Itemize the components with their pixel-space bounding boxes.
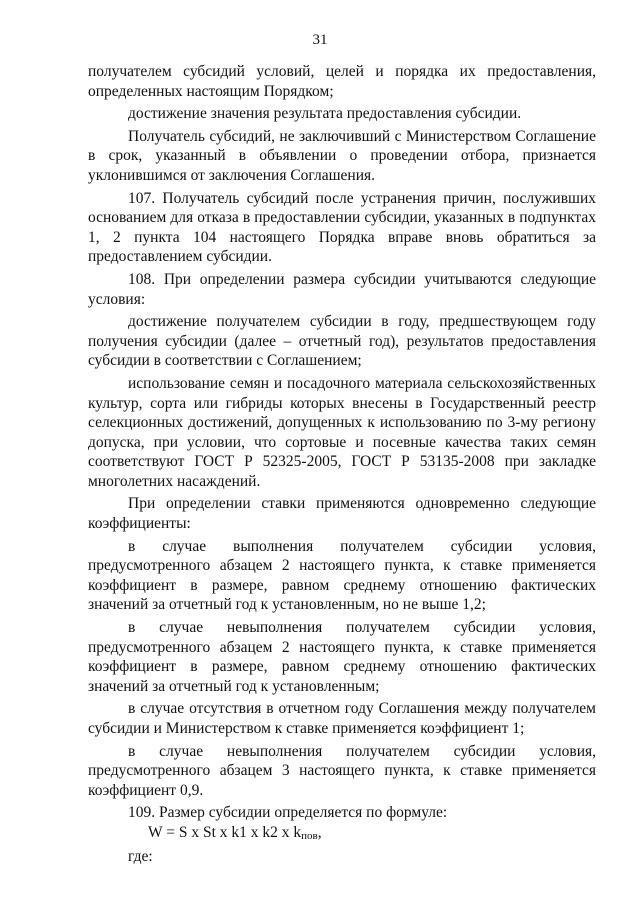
paragraph: 107. Получатель субсидий после устранения причин, послуживших основанием для отказа в предоставлении субсидии, указанных в подпунктах 1, 2 пункта 104 настоящего Порядка вправе вновь обратиться за предоставлением субсидии. [88, 189, 596, 266]
paragraph: получателем субсидий условий, целей и порядка их предоставления, определенных настоящим Порядком; [88, 63, 596, 100]
page-number: 31 [312, 32, 328, 48]
where-label: где: [128, 847, 153, 865]
paragraph: 109. Размер субсидии определяется по формуле: [128, 804, 448, 822]
paragraph: в случае выполнения получателем субсидии условия, предусмотренного абзацем 2 настоящего пункта, к ставке применяется коэффициент в размере, равном среднему отношению фактических значений за отчетный год к установленным, но не выше 1,2; [88, 537, 596, 614]
paragraph: использование семян и посадочного материала сельскохозяйственных культур, сорта или гибриды которых внесены в Государственный реестр селекционных достижений, допущенных к использованию по 3-му региону допуска, при условии, что сортовые и посевные качества таких семян соответствуют ГОСТ Р 52325-2005, ГОСТ Р 53135-2008 при закладке многолетних насаждений. [88, 374, 596, 490]
formula-main: W = S x St x k1 x k2 x k [148, 823, 302, 841]
paragraph: Получатель субсидий, не заключивший с Министерством Соглашение в срок, указанный в объявлении о проведении отбора, признается уклонившимся от заключения Соглашения. [88, 127, 596, 184]
paragraph: 108. При определении размера субсидии учитываются следующие условия: [88, 270, 596, 308]
paragraph: в случае отсутствия в отчетном году Соглашения между получателем субсидии и Министерством к ставке применяется коэффициент 1; [88, 700, 596, 737]
paragraph: в случае невыполнения получателем субсидии условия, предусмотренного абзацем 3 настоящего пункта, к ставке применяется коэффициент 0,9. [88, 742, 596, 799]
formula-subscript: пов [301, 829, 318, 842]
paragraph: достижение значения результата предоставления субсидии. [128, 105, 522, 123]
formula-tail: , [317, 823, 322, 841]
document-body [88, 62, 596, 866]
paragraph: При определении ставки применяются одновременно следующие коэффициенты: [88, 495, 596, 533]
paragraph: достижение получателем субсидии в году, предшествующем году получения субсидии (далее – отчетный год), результатов предоставления субсидии в соответствии с Соглашением; [88, 313, 596, 370]
subsidy-formula [88, 823, 596, 847]
paragraph: в случае невыполнения получателем субсидии условия, предусмотренного абзацем 2 настоящего пункта, к ставке применяется коэффициент в размере, равном среднему отношению фактических значений за отчетный год к установленным; [88, 619, 596, 695]
